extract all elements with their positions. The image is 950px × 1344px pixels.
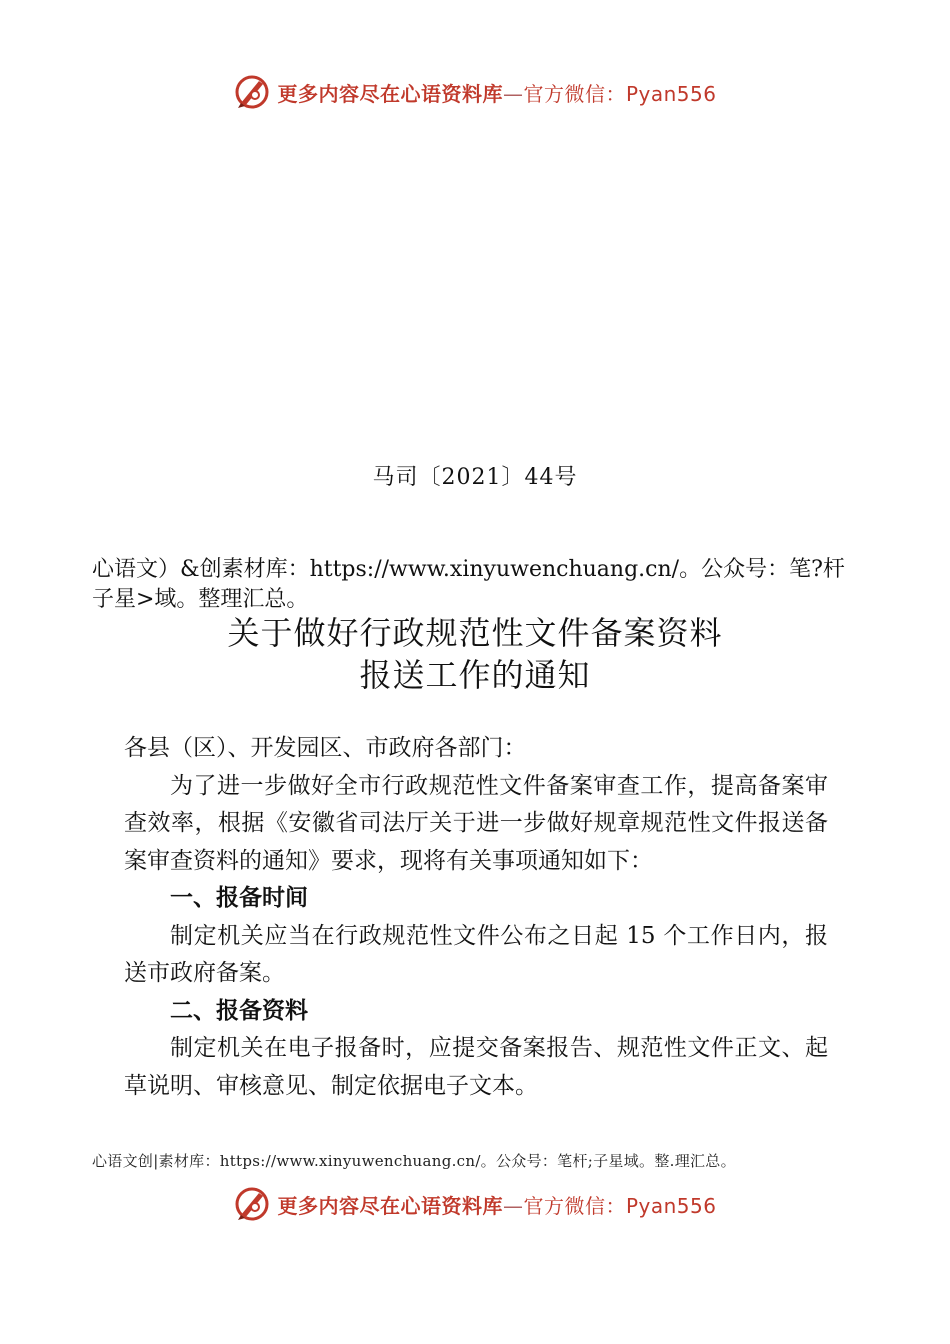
section-1-heading: 一、报备时间 [170,885,308,911]
footer-banner [0,1182,950,1226]
banner-main-text: 更多内容尽在心语资料库 [277,81,503,106]
watermark-text-top: 心语文）&创素材库：https://www.xinyuwenchuang.cn/。公众号：笔?杆子星>域。整理汇总。 [92,557,845,612]
banner-wechat-text: 官方微信：Pyan556 [523,81,717,106]
banner-text [277,78,716,107]
document-number: 马司〔2021〕44号 [372,465,578,490]
banner-text [277,1190,716,1219]
intro-paragraph: 为了进一步做好全市行政规范性文件备案审查工作，提高备案审查效率，根据《安徽省司法厅关于进一步做好规章规范性文件报送备案审查资料的通知》要求，现将有关事项通知如下： [124,772,828,874]
title-line-1: 关于做好行政规范性文件备案资料 [227,614,723,652]
banner-separator: — [502,81,524,106]
section-2-heading: 二、报备资料 [170,997,308,1024]
pen-circle-logo-icon [233,1185,271,1223]
document-title [0,612,950,696]
salutation: 各县（区）、开发园区、市政府各部门： [124,735,527,761]
banner-main-text: 更多内容尽在心语资料库 [277,1193,503,1218]
title-line-2: 报送工作的通知 [359,656,591,694]
banner-separator: — [502,1193,524,1218]
watermark-text-bottom: 心语文创|素材库：https://www.xinyuwenchuang.cn/。公众号：笔杆;子星域。整.理汇总。 [92,1152,736,1170]
section-1-paragraph: 制定机关应当在行政规范性文件公布之日起 15 个工作日内，报送市政府备案。 [124,922,828,986]
pen-circle-logo-icon [233,73,271,111]
section-2-paragraph: 制定机关在电子报备时，应提交备案报告、规范性文件正文、起草说明、审核意见、制定依据电子文本。 [124,1035,828,1099]
banner-wechat-text: 官方微信：Pyan556 [523,1193,717,1218]
document-body [124,730,828,1105]
header-banner [0,70,950,114]
